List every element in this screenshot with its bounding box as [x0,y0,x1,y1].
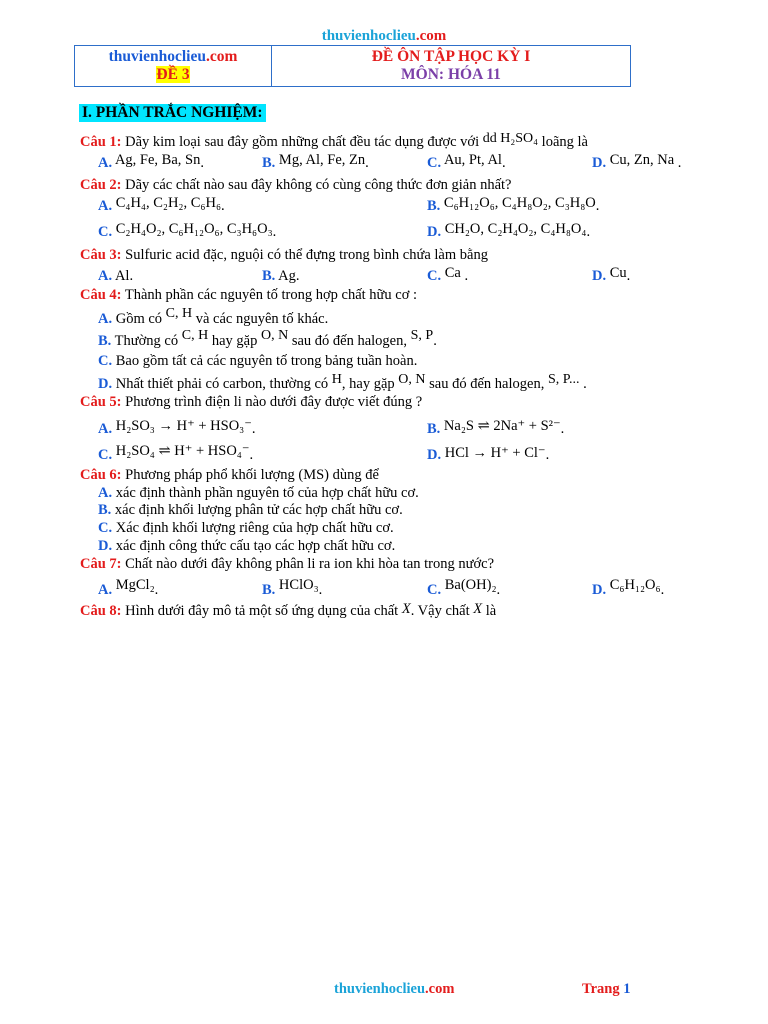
option-letter: D. [427,447,442,463]
question-text: Phương trình điện li nào dưới đây được viết đúng ? [125,394,423,410]
option-letter: A. [98,311,113,327]
option-letter: D. [427,224,442,240]
footer-site-name: thuvienhoclieu [334,981,426,997]
q6-option-a[interactable] [98,485,419,502]
question-3 [80,247,488,264]
formula: O, N [260,328,289,343]
option-text: , hay gặp [341,376,395,392]
option-text: H₂SO₃ → H⁺ + HSO₃⁻ [115,418,252,434]
q2-option-a[interactable]: A. C₄H₄, C₂H₂, C₆H₆. [98,195,225,214]
option-letter: B. [427,198,441,214]
option-letter: D. [98,376,113,392]
option-letter: B. [98,502,112,518]
option-letter: C. [427,155,442,171]
option-text: C₆H₁₂O₆ [609,577,661,593]
header-de [75,66,271,84]
question-text: Chất nào dưới đây không phân li ra ion khi hòa tan trong nước? [125,556,495,572]
option-text: xác định thành phần nguyên tố của hợp chất hữu cơ. [115,485,419,501]
question-text: Phương pháp phổ khối lượng (MS) dùng để [125,467,379,483]
question-text: Thành phần các nguyên tố trong hợp chất hữu cơ : [124,287,418,303]
formula: S, P [410,328,434,343]
q3-option-a[interactable] [98,268,133,285]
question-4 [80,287,417,304]
q4-option-c[interactable] [98,353,417,370]
question-label: Câu 6: [80,467,122,483]
option-letter: D. [98,538,113,554]
q5-option-d[interactable]: D. HCl → H⁺ + Cl⁻. [427,445,550,463]
option-text: Ag. [278,268,300,284]
option-text: Cu, Zn, Na [609,152,675,168]
q7-option-a[interactable]: A. MgCl₂. [98,577,159,598]
option-text: Au, Pt, Al [443,152,502,168]
page-number [582,981,630,998]
q3-option-d[interactable]: D. Cu. [592,265,631,284]
option-text: CH₂O, C₂H₄O₂, C₄H₈O₄ [444,221,587,237]
formula: C, H [181,328,209,343]
option-letter: D. [592,155,607,171]
option-text: xác định khối lượng phân tử các hợp chất hữu cơ. [114,502,403,518]
option-text: Cu [609,265,627,281]
option-text: Ba(OH)₂ [444,577,497,593]
option-letter: C. [98,520,113,536]
q1-option-c[interactable]: C. Au, Pt, Al. [427,152,506,171]
option-text: Ca [444,265,461,281]
q4-option-a[interactable] [98,306,329,328]
question-label: Câu 1: [80,134,122,150]
question-text-tail: loãng là [541,134,588,150]
variable-x: X [473,601,483,617]
question-7 [80,556,494,573]
option-letter: A. [98,485,113,501]
option-text: C₆H₁₂O₆, C₄H₈O₂, C₃H₈O [443,195,596,211]
exam-subject: MÔN: HÓA 11 [401,66,501,83]
formula: O, N [398,372,426,387]
option-letter: D. [592,268,607,284]
option-text: xác định công thức cấu tạo các hợp chất hữu cơ. [115,538,396,554]
q3-option-c[interactable]: C. Ca . [427,265,469,284]
q7-option-c[interactable]: C. Ba(OH)₂. [427,577,501,598]
header-table [74,45,631,87]
option-text: Na₂S ⇌ 2Na⁺ + S²⁻ [443,418,561,434]
option-text: HCl → H⁺ + Cl⁻ [444,445,546,461]
option-text: sau đó đến halogen, [429,376,545,392]
option-letter: C. [427,268,442,284]
formula: S, P... [547,372,580,387]
q4-option-b[interactable]: B. Thường có C, H hay gặp O, N sau đó đến halogen, S, P. [98,328,437,349]
formula: dd H₂SO₄ [482,131,539,146]
section-heading: I. PHẦN TRẮC NGHIỆM: [79,104,266,122]
q5-option-c[interactable]: C. H₂SO₄ ⇌ H⁺ + HSO₄⁻. [98,443,254,463]
option-text: Thường có [114,333,179,349]
option-text: Mg, Al, Fe, Zn [278,152,366,168]
q6-option-b[interactable] [98,502,403,519]
q1-option-a[interactable]: A. Ag, Fe, Ba, Sn. [98,152,204,171]
question-text: là [485,603,497,619]
site-name: thuvienhoclieu [321,28,416,44]
q6-option-d[interactable] [98,538,395,555]
variable-x: X [401,601,411,617]
q6-option-c[interactable] [98,520,394,537]
option-letter: C. [98,353,113,369]
question-label: Câu 4: [80,287,122,303]
option-letter: B. [262,268,276,284]
option-letter: B. [427,421,441,437]
option-letter: C. [98,447,113,463]
exam-number: ĐỀ 3 [156,66,190,83]
question-label: Câu 5: [80,394,122,410]
option-text: Gồm có [115,311,163,327]
option-text: Al. [114,268,134,284]
q2-option-b[interactable]: B. C₆H₁₂O₆, C₄H₈O₂, C₃H₈O. [427,195,600,214]
question-5 [80,394,422,411]
option-text: HClO₃ [278,577,319,593]
q5-option-b[interactable]: B. Na₂S ⇌ 2Na⁺ + S²⁻. [427,418,565,437]
header-site-name: thuvienhoclieu [108,48,206,65]
footer-site-link[interactable] [334,981,454,998]
question-1 [80,131,588,151]
option-letter: C. [427,582,442,598]
option-text: và các nguyên tố khác. [195,311,329,327]
formula: H [331,372,342,387]
q1-option-d[interactable]: D. Cu, Zn, Na . [592,152,682,171]
option-text: sau đó đến halogen, [291,333,407,349]
option-letter: C. [98,224,113,240]
question-text: Dãy kim loại sau đây gồm những chất đều tác dụng được với [125,134,480,150]
footer-site-domain: .com [425,981,455,997]
q5-option-a[interactable]: A. H₂SO₃ → H⁺ + HSO₃⁻. [98,418,256,437]
option-text: MgCl₂ [115,577,155,593]
question-label: Câu 7: [80,556,122,572]
option-letter: A. [98,582,113,598]
top-site-link[interactable] [0,28,768,45]
question-text: . Vậy chất [410,603,470,619]
option-letter: D. [592,582,607,598]
question-2 [80,177,511,194]
option-text: C₄H₄, C₂H₂, C₆H₆ [115,195,221,211]
option-text: Bao gồm tất cả các nguyên tố trong bảng tuần hoàn. [115,353,418,369]
q2-option-c[interactable]: C. C₂H₄O₂, C₆H₁₂O₆, C₃H₆O₃. [98,221,277,240]
option-letter: A. [98,268,113,284]
q2-option-d[interactable]: D. CH₂O, C₂H₄O₂, C₄H₈O₄. [427,221,591,240]
question-6 [80,467,379,484]
option-letter: B. [262,582,276,598]
option-letter: A. [98,155,113,171]
question-label: Câu 2: [80,177,122,193]
exam-title: ĐỀ ÔN TẬP HỌC KỲ I [371,48,531,65]
option-text: C₂H₄O₂, C₆H₁₂O₆, C₃H₆O₃ [115,221,273,237]
question-text: Dãy các chất nào sau đây không có cùng công thức đơn giản nhất? [125,177,512,193]
option-text: Ag, Fe, Ba, Sn [114,152,201,168]
option-text: Nhất thiết phải có carbon, thường có [115,376,329,392]
option-letter: B. [262,155,276,171]
question-text: Sulfuric acid đặc, nguội có thể đựng trong bình chứa làm bằng [125,247,488,263]
page-word: Trang [582,981,620,997]
header-site [75,48,271,66]
q4-option-d[interactable]: D. Nhất thiết phải có carbon, thường có H, hay gặp O, N sau đó đến halogen, S, P... . [98,372,587,392]
header-site-domain: .com [205,48,238,65]
question-8 [80,603,496,620]
q3-option-b[interactable] [262,268,299,285]
formula: C, H [165,306,193,321]
q1-option-b[interactable]: B. Mg, Al, Fe, Zn. [262,152,369,171]
option-letter: A. [98,198,113,214]
option-letter: B. [98,333,112,349]
option-text: Xác định khối lượng riêng của hợp chất hữu cơ. [115,520,394,536]
question-text: Hình dưới đây mô tả một số ứng dụng của chất [125,603,399,619]
question-label: Câu 8: [80,603,122,619]
q7-option-d[interactable]: D. C₆H₁₂O₆. [592,577,665,598]
page-num: 1 [623,981,631,997]
question-label: Câu 3: [80,247,122,263]
option-letter: A. [98,421,113,437]
option-text: hay gặp [211,333,258,349]
site-domain: .com [415,28,447,44]
q7-option-b[interactable]: B. HClO₃. [262,577,323,598]
option-text: H₂SO₄ ⇌ H⁺ + HSO₄⁻ [115,443,250,459]
